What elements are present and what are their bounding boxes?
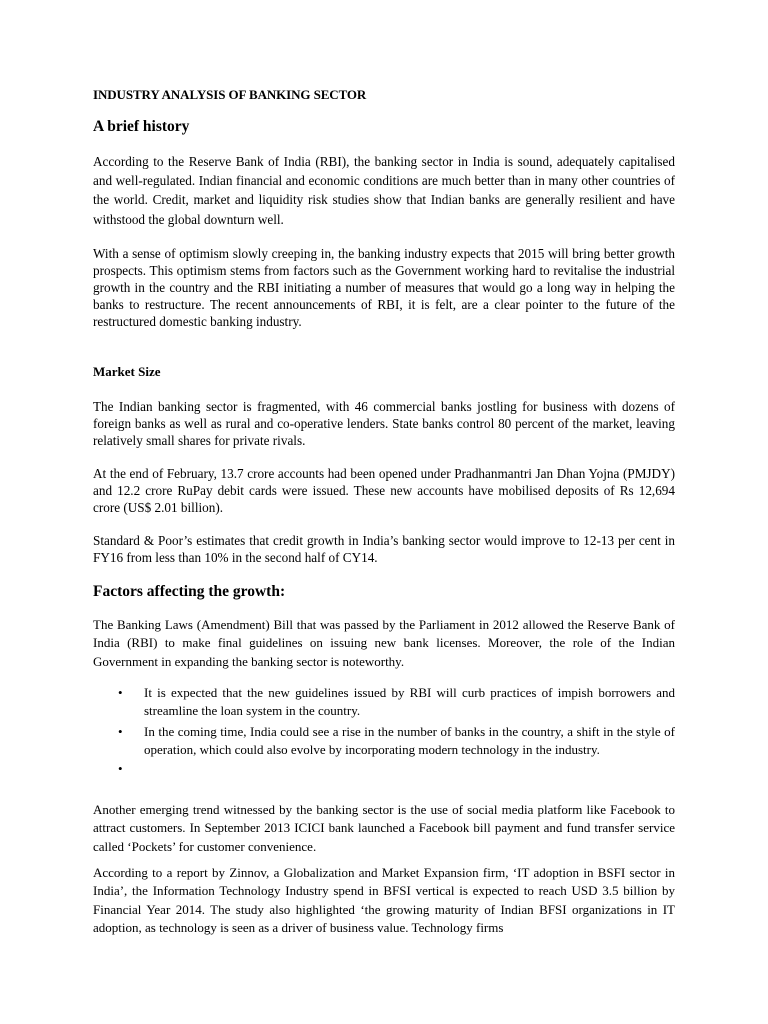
bullet-icon: • (118, 724, 123, 739)
bullet-list (118, 684, 675, 778)
section-heading-brief-history: A brief history (93, 118, 190, 135)
paragraph-brief-history-2: With a sense of optimism slowly creeping in, the banking industry expects that 2015 will bring better growth prospects. This optimism stems from factors such as the Government working hard to revitalise the industrial growth in the country and the RBI initiating a number of measures that would go a long way in helping the banks to restructure. The recent announcements of RBI, it is felt, are a clear pointer to the future of the restructured domestic banking industry. (93, 246, 675, 329)
list-item (118, 723, 675, 759)
bullet-icon: • (118, 685, 123, 700)
paragraph-market-size-3: Standard & Poor’s estimates that credit growth in India’s banking sector would improve to 12-13 per cent in FY16 from less than 10% in the second half of CY14. (93, 533, 675, 565)
list-item (118, 684, 675, 720)
paragraph-factors-3: According to a report by Zinnov, a Globalization and Market Expansion firm, ‘IT adoption in BSFI sector in India’, the Information Technology Industry spend in BFSI vertical is expected to reach USD 3.5 billion by Financial Year 2014. The study also highlighted ‘the growing maturity of Indian BFSI organizations in IT adoption, as technology is seen as a driver of business value. Technology firms (93, 865, 675, 935)
list-item-text: In the coming time, India could see a rise in the number of banks in the country, a shift in the style of operation, which could also evolve by incorporating modern technology in the industry. (144, 724, 675, 757)
document-title: INDUSTRY ANALYSIS OF BANKING SECTOR (93, 87, 367, 102)
paragraph-market-size-2: At the end of February, 13.7 crore accounts had been opened under Pradhanmantri Jan Dhan Yojna (PMJDY) and 12.2 crore RuPay debit cards were issued. These new accounts have mobilised deposits of Rs 12,694 crore (US$ 2.01 billion). (93, 466, 675, 515)
paragraph-factors-1: The Banking Laws (Amendment) Bill that was passed by the Parliament in 2012 allowed the Reserve Bank of India (RBI) to make final guidelines on issuing new bank licenses. Moreover, the role of the Indian Government in expanding the banking sector is noteworthy. (93, 617, 675, 669)
list-item (118, 760, 675, 778)
paragraph-brief-history-1: According to the Reserve Bank of India (RBI), the banking sector in India is sound, adequately capitalised and well-regulated. Indian financial and economic conditions are much better than in many other countries of the world. Credit, market and liquidity risk studies show that Indian banks are generally resilient and have withstood the global downturn well. (93, 154, 675, 227)
list-item-text: It is expected that the new guidelines issued by RBI will curb practices of impish borrowers and streamline the loan system in the country. (144, 685, 675, 718)
paragraph-market-size-1: The Indian banking sector is fragmented, with 46 commercial banks jostling for business with dozens of foreign banks as well as rural and co-operative lenders. State banks control 80 percent of the market, leaving relatively small shares for private rivals. (93, 399, 675, 448)
paragraph-factors-2: Another emerging trend witnessed by the banking sector is the use of social media platform like Facebook to attract customers. In September 2013 ICICI bank launched a Facebook bill payment and fund transfer service called ‘Pockets’ for customer convenience. (93, 802, 675, 854)
section-heading-factors: Factors affecting the growth: (93, 583, 286, 600)
section-heading-market-size: Market Size (93, 364, 161, 379)
bullet-icon: • (118, 761, 123, 776)
